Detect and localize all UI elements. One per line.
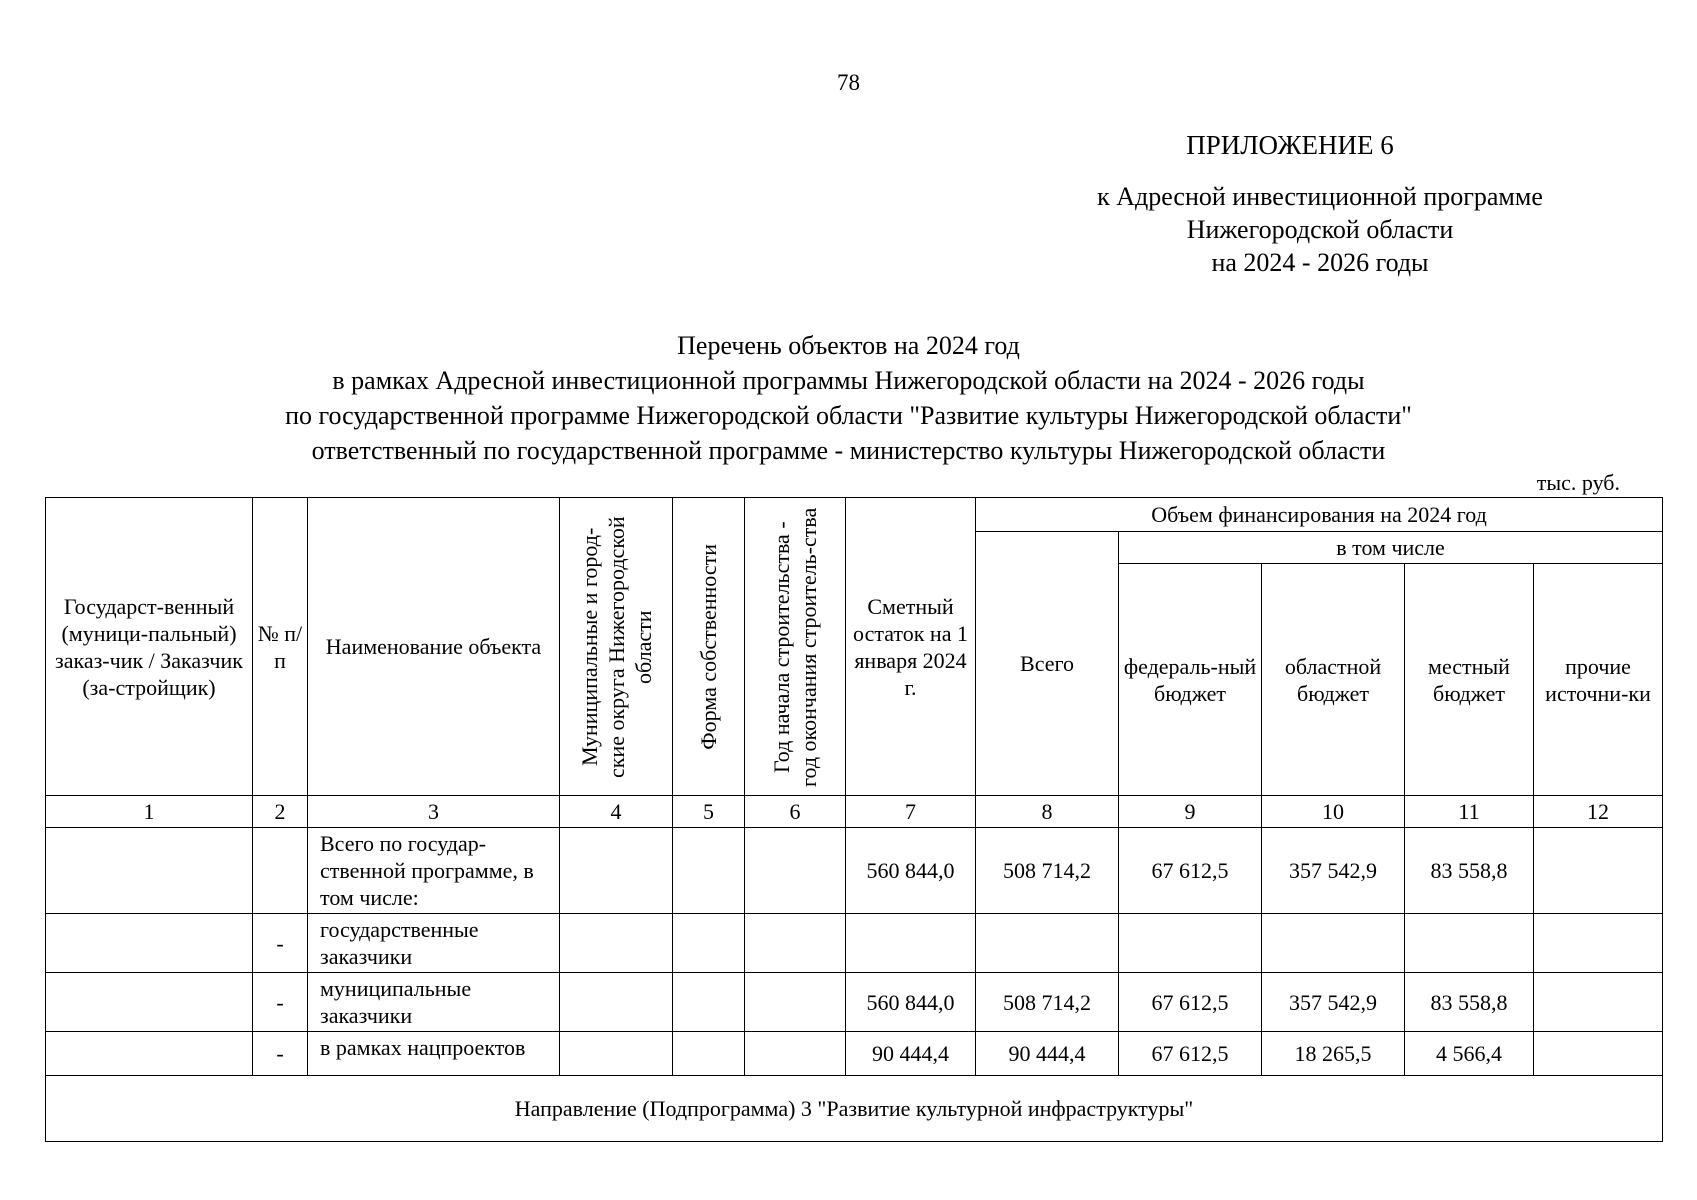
cell-ownership <box>673 973 745 1032</box>
appendix-subtitle-line: Нижегородской области <box>1186 215 1454 244</box>
cell-ownership <box>673 914 745 973</box>
cell-local: 4 566,4 <box>1405 1032 1534 1076</box>
cell-years <box>745 1032 846 1076</box>
cell-customer <box>46 914 253 973</box>
cell-years <box>745 828 846 914</box>
header-object-name: Наименование объекта <box>308 498 560 796</box>
column-number: 11 <box>1405 796 1534 828</box>
document-title-line: Перечень объектов на 2024 год <box>677 331 1020 360</box>
document-title-line: по государственной программе Нижегородской области "Развитие культуры Нижегородской области" <box>285 401 1412 430</box>
header-customer: Государст-венный (муници-пальный) заказ-чик / Заказчик (за-стройщик) <box>46 498 253 796</box>
subprogram-row <box>46 1076 1663 1142</box>
cell-other <box>1534 1032 1663 1076</box>
units-label: тыс. руб. <box>1536 470 1620 495</box>
cell-municipal <box>560 828 673 914</box>
cell-local: 83 558,8 <box>1405 973 1534 1032</box>
cell-total: 508 714,2 <box>976 973 1119 1032</box>
header-municipal-text: Муниципальные и город-ские округа Нижегородской области <box>576 515 656 778</box>
cell-other <box>1534 973 1663 1032</box>
cell-local <box>1405 914 1534 973</box>
column-number: 9 <box>1119 796 1262 828</box>
cell-total <box>976 914 1119 973</box>
column-number-row <box>46 796 1663 828</box>
cell-regional <box>1262 914 1405 973</box>
document-title-line: ответственный по государственной программе - министерство культуры Нижегородской области <box>311 436 1386 465</box>
cell-regional: 357 542,9 <box>1262 973 1405 1032</box>
cell-local: 83 558,8 <box>1405 828 1534 914</box>
header-other: прочие источни-ки <box>1534 564 1663 796</box>
cell-federal: 67 612,5 <box>1119 973 1262 1032</box>
cell-object-name: муниципальные заказчики <box>308 973 560 1032</box>
subprogram-heading: Направление (Подпрограмма) 3 "Развитие культурной инфраструктуры" <box>46 1076 1663 1142</box>
column-number: 1 <box>46 796 253 828</box>
header-ownership-text: Форма собственности <box>696 543 721 750</box>
cell-regional: 18 265,5 <box>1262 1032 1405 1076</box>
cell-number: - <box>253 914 308 973</box>
table-row <box>46 1032 1663 1076</box>
header-number: № п/п <box>253 498 308 796</box>
column-number: 10 <box>1262 796 1405 828</box>
page-number: 78 <box>837 70 860 95</box>
appendix-subtitle <box>1010 180 1630 279</box>
document-title-line: в рамках Адресной инвестиционной программы Нижегородской области на 2024 - 2026 годы <box>332 366 1365 395</box>
header-municipal <box>560 498 673 796</box>
cell-customer <box>46 973 253 1032</box>
column-number: 5 <box>673 796 745 828</box>
cell-object-name: Всего по государ-ственной программе, в том числе: <box>308 828 560 914</box>
column-number: 8 <box>976 796 1119 828</box>
cell-total: 90 444,4 <box>976 1032 1119 1076</box>
cell-total: 508 714,2 <box>976 828 1119 914</box>
header-local: местный бюджет <box>1405 564 1534 796</box>
cell-estimate <box>846 914 976 973</box>
cell-estimate: 560 844,0 <box>846 828 976 914</box>
cell-object-name: в рамках нацпроектов <box>308 1032 560 1076</box>
cell-customer <box>46 828 253 914</box>
cell-years <box>745 914 846 973</box>
cell-number: - <box>253 973 308 1032</box>
header-years <box>745 498 846 796</box>
cell-estimate: 90 444,4 <box>846 1032 976 1076</box>
table-row <box>46 973 1663 1032</box>
cell-object-name: государственные заказчики <box>308 914 560 973</box>
header-regional: областной бюджет <box>1262 564 1405 796</box>
appendix-subtitle-line: на 2024 - 2026 годы <box>1211 248 1429 277</box>
appendix-title: ПРИЛОЖЕНИЕ 6 <box>1186 130 1394 160</box>
column-number: 12 <box>1534 796 1663 828</box>
appendix-subtitle-line: к Адресной инвестиционной программе <box>1097 182 1543 211</box>
table-row <box>46 828 1663 914</box>
header-estimate: Сметный остаток на 1 января 2024 г. <box>846 498 976 796</box>
header-including: в том числе <box>1119 532 1663 564</box>
header-years-text: Год начала строительства - год окончания строитель-ства <box>769 506 821 787</box>
finance-table <box>45 497 1663 1142</box>
cell-estimate: 560 844,0 <box>846 973 976 1032</box>
cell-years <box>745 973 846 1032</box>
cell-federal <box>1119 914 1262 973</box>
cell-municipal <box>560 914 673 973</box>
cell-ownership <box>673 828 745 914</box>
column-number: 6 <box>745 796 846 828</box>
cell-number <box>253 828 308 914</box>
cell-federal: 67 612,5 <box>1119 828 1262 914</box>
cell-municipal <box>560 1032 673 1076</box>
cell-ownership <box>673 1032 745 1076</box>
header-ownership <box>673 498 745 796</box>
cell-other <box>1534 828 1663 914</box>
column-number: 2 <box>253 796 308 828</box>
cell-federal: 67 612,5 <box>1119 1032 1262 1076</box>
header-federal: федераль-ный бюджет <box>1119 564 1262 796</box>
table-row <box>46 914 1663 973</box>
cell-regional: 357 542,9 <box>1262 828 1405 914</box>
cell-number: - <box>253 1032 308 1076</box>
header-total: Всего <box>976 532 1119 796</box>
cell-other <box>1534 914 1663 973</box>
cell-customer <box>46 1032 253 1076</box>
document-title <box>0 328 1697 468</box>
column-number: 7 <box>846 796 976 828</box>
column-number: 4 <box>560 796 673 828</box>
cell-municipal <box>560 973 673 1032</box>
header-financing-group: Объем финансирования на 2024 год <box>976 498 1663 532</box>
column-number: 3 <box>308 796 560 828</box>
